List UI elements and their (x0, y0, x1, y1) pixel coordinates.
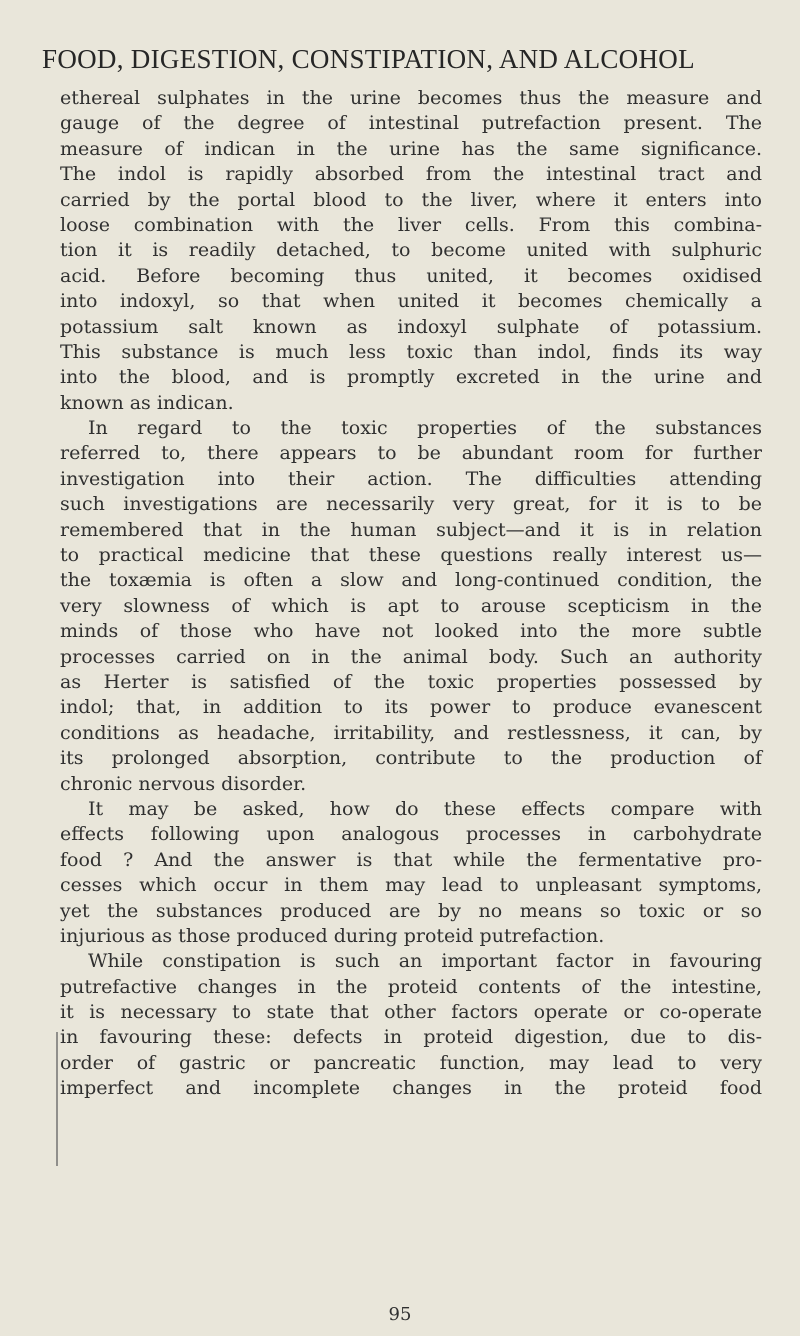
text-line: ethereal sulphates in the urine becomes thus the measure and (60, 87, 762, 109)
text-line: chronic nervous disorder. (60, 772, 307, 795)
margin-pencil-mark (56, 1032, 58, 1166)
body-text (60, 86, 762, 1102)
text-line: tion it is readily detached, to become united with sulphuric (60, 239, 762, 262)
text-line: indol; that, in addition to its power to produce evanescent (60, 696, 762, 719)
text-line: minds of those who have not looked into the more subtle (60, 620, 762, 643)
text-line: It may be asked, how do these effects compare with (88, 797, 762, 820)
text-line: gauge of the degree of intestinal putrefaction present. The (60, 112, 762, 135)
text-line: This substance is much less toxic than indol, finds its way (60, 340, 762, 363)
text-line: cesses which occur in them may lead to unpleasant symptoms, (60, 874, 762, 897)
text-line: The indol is rapidly absorbed from the intestinal tract and (60, 163, 762, 186)
text-line: referred to, there appears to be abundant room for further (60, 442, 762, 465)
text-line: food ? And the answer is that while the fermentative pro- (60, 848, 762, 871)
text-line: investigation into their action. The difficulties attending (60, 467, 762, 490)
text-line: yet the substances produced are by no means so toxic or so (60, 899, 762, 922)
text-line: conditions as headache, irritability, and restlessness, it can, by (60, 721, 762, 744)
text-line: loose combination with the liver cells. From this combina- (60, 213, 762, 236)
text-line: injurious as those produced during proteid putrefaction. (60, 924, 605, 947)
text-line: into the blood, and is promptly excreted in the urine and (60, 366, 762, 389)
text-line: in favouring these: defects in proteid digestion, due to dis- (60, 1026, 762, 1049)
text-line: very slowness of which is apt to arouse scepticism in the (60, 594, 762, 617)
text-line: such investigations are necessarily very great, for it is to be (60, 493, 762, 516)
running-head: FOOD, DIGESTION, CONSTIPATION, AND ALCOHOL (42, 44, 695, 74)
text-line: known as indican. (60, 391, 234, 414)
page-number: 95 (388, 1304, 412, 1325)
text-line: effects following upon analogous processes in carbohydrate (60, 823, 762, 846)
text-line: its prolonged absorption, contribute to the production of (60, 747, 762, 770)
text-line: order of gastric or pancreatic function, may lead to very (60, 1051, 762, 1074)
text-line: as Herter is satisfied of the toxic properties possessed by (60, 670, 762, 693)
text-line: measure of indican in the urine has the same significance. (60, 137, 762, 160)
text-line: the toxæmia is often a slow and long-continued condition, the (60, 569, 762, 592)
text-line: imperfect and incomplete changes in the proteid food (60, 1077, 762, 1100)
text-line: In regard to the toxic properties of the substances (88, 417, 762, 440)
text-line: into indoxyl, so that when united it becomes chemically a (60, 290, 762, 313)
text-line: acid. Before becoming thus united, it becomes oxidised (60, 264, 762, 287)
text-line: processes carried on in the animal body. Such an authority (60, 645, 762, 668)
text-line: remembered that in the human subject—and it is in relation (60, 518, 762, 541)
text-line: potassium salt known as indoxyl sulphate of potassium. (60, 315, 762, 338)
text-line: to practical medicine that these questions really interest us— (60, 544, 762, 567)
text-line: putrefactive changes in the proteid contents of the intestine, (60, 975, 762, 998)
text-line: it is necessary to state that other factors operate or co-operate (60, 1001, 762, 1024)
text-line: carried by the portal blood to the liver, where it enters into (60, 188, 762, 211)
text-line: While constipation is such an important factor in favouring (88, 950, 762, 973)
